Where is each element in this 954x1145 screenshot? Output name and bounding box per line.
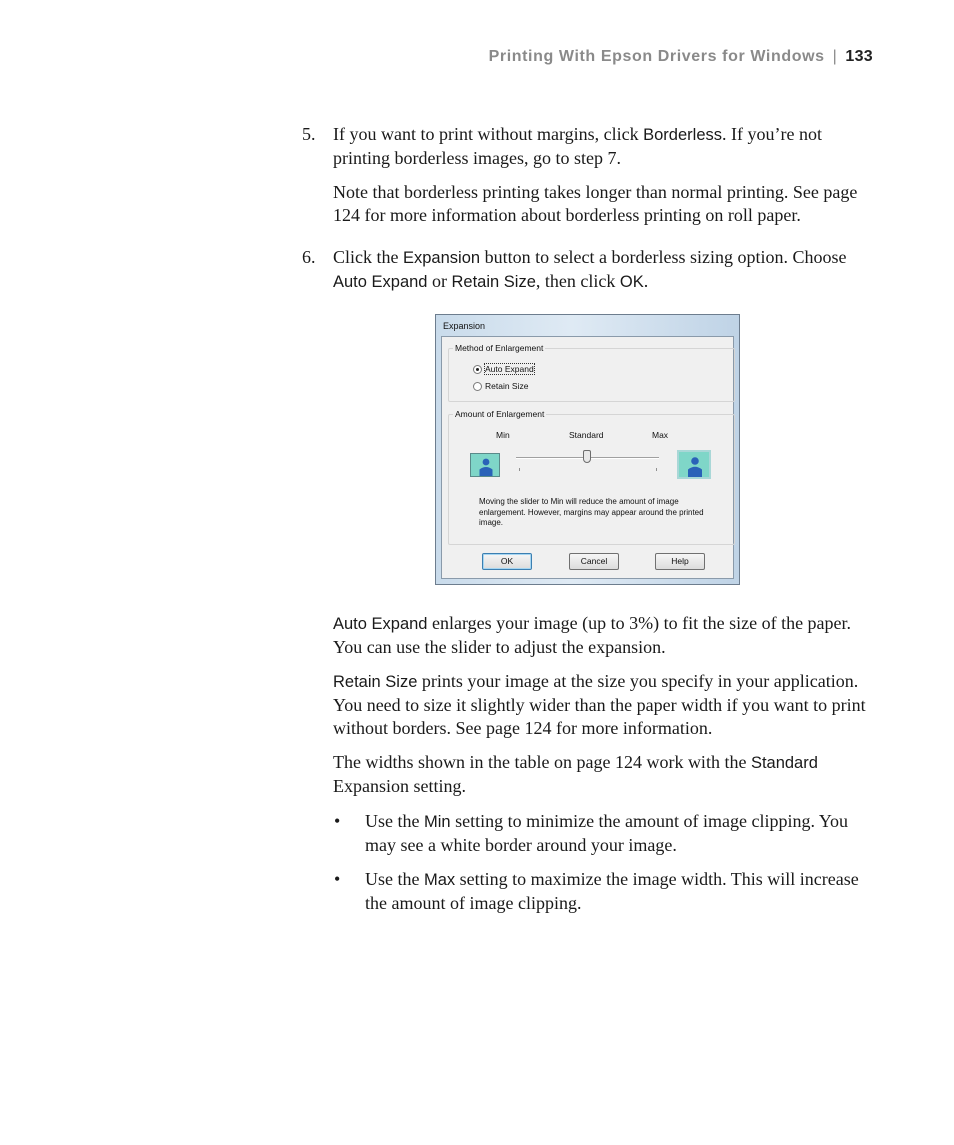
widths-text-c: Expansion setting. — [333, 776, 466, 796]
amount-of-enlargement-group — [448, 409, 735, 545]
radio-retain-size-label[interactable]: Retain Size — [485, 381, 529, 391]
step-6-text-a: Click the — [333, 247, 403, 267]
bullet-min-text-a: Use the — [365, 811, 424, 831]
radio-auto-expand-label[interactable]: Auto Expand — [485, 364, 534, 374]
retain-size-term: Retain Size — [333, 673, 418, 691]
step-5-paragraph — [333, 123, 878, 170]
step-6-number: 6. — [302, 247, 316, 267]
bullet-min — [365, 810, 880, 857]
step-6-text-e: or — [427, 271, 452, 291]
step-6-ok-term: OK — [619, 273, 644, 291]
step-6-paragraph — [333, 246, 878, 294]
step-5-borderless-term: Borderless — [643, 126, 722, 144]
step-6-auto-expand-term: Auto Expand — [333, 273, 428, 291]
step-5-number: 5. — [302, 124, 316, 144]
radio-retain-size[interactable] — [473, 381, 528, 391]
step-6-text-c: button to select a borderless sizing option. Choose — [480, 247, 847, 267]
small-picture-icon — [470, 453, 500, 477]
method-of-enlargement-group — [448, 343, 735, 402]
slider-standard-label: Standard — [569, 430, 604, 440]
slider-min-label: Min — [496, 430, 510, 440]
step-6-retain-size-term: Retain Size — [451, 273, 536, 291]
dialog-body — [441, 336, 734, 579]
retain-size-paragraph — [333, 670, 878, 740]
ok-button[interactable]: OK — [482, 553, 532, 570]
slider-tick-max — [656, 468, 657, 471]
bullet-max — [365, 868, 880, 915]
bullet-max-text-c: setting to maximize the image width. This will increase the amount of image clipping. — [365, 869, 859, 913]
min-term: Min — [423, 813, 451, 831]
step-6-expansion-term: Expansion — [403, 249, 481, 267]
dialog-title: Expansion — [443, 321, 486, 331]
bullet-mark-max: • — [334, 869, 341, 889]
step-5-note: Note that borderless printing takes longer than normal printing. See page 124 for more information about borderless printing on roll paper. — [333, 182, 858, 225]
radio-retain-size-button[interactable] — [473, 382, 482, 391]
step-5-text-a: If you want to print without margins, click — [333, 124, 644, 144]
radio-auto-expand[interactable] — [473, 364, 534, 374]
expansion-dialog — [435, 314, 740, 585]
help-button[interactable]: Help — [655, 553, 705, 570]
large-picture-icon — [678, 451, 710, 478]
cancel-button[interactable]: Cancel — [569, 553, 619, 570]
step-6-text-i: . — [643, 271, 649, 291]
slider-tick-min — [519, 468, 520, 471]
bullet-mark-min: • — [334, 811, 341, 831]
auto-expand-text: enlarges your image (up to 3%) to fit the size of the paper. You can use the slider to adjust the expansion. — [333, 613, 852, 657]
amount-group-label: Amount of Enlargement — [455, 409, 545, 419]
auto-expand-paragraph — [333, 612, 878, 659]
bullet-min-text-c: setting to minimize the amount of image clipping. You may see a white border around your image. — [365, 811, 849, 855]
step-6-text-g: , then click — [535, 271, 620, 291]
step-5-text-c: . If you’re not printing borderless images, go to step 7. — [333, 124, 822, 168]
enlargement-slider-thumb[interactable] — [583, 450, 591, 463]
header-title: Printing With Epson Drivers for Windows — [488, 48, 825, 65]
max-term: Max — [423, 871, 456, 889]
header-separator: | — [832, 48, 838, 65]
auto-expand-term: Auto Expand — [333, 615, 428, 633]
widths-text-a: The widths shown in the table on page 124 work with the — [333, 752, 751, 772]
retain-size-text: prints your image at the size you specify in your application. You need to size it slightly wider than the paper width if you want to print without borders. See page 124 for more information. — [333, 671, 866, 738]
method-group-label: Method of Enlargement — [455, 343, 544, 353]
slider-help-message: Moving the slider to Min will reduce the amount of image enlargement. However, margins may appear around the printed image. — [479, 497, 704, 527]
running-header — [489, 48, 873, 66]
page-number: 133 — [845, 48, 873, 65]
bullet-max-text-a: Use the — [365, 869, 424, 889]
radio-auto-expand-button[interactable] — [473, 365, 482, 374]
standard-term: Standard — [750, 754, 818, 772]
widths-paragraph — [333, 751, 878, 798]
slider-max-label: Max — [652, 430, 669, 440]
